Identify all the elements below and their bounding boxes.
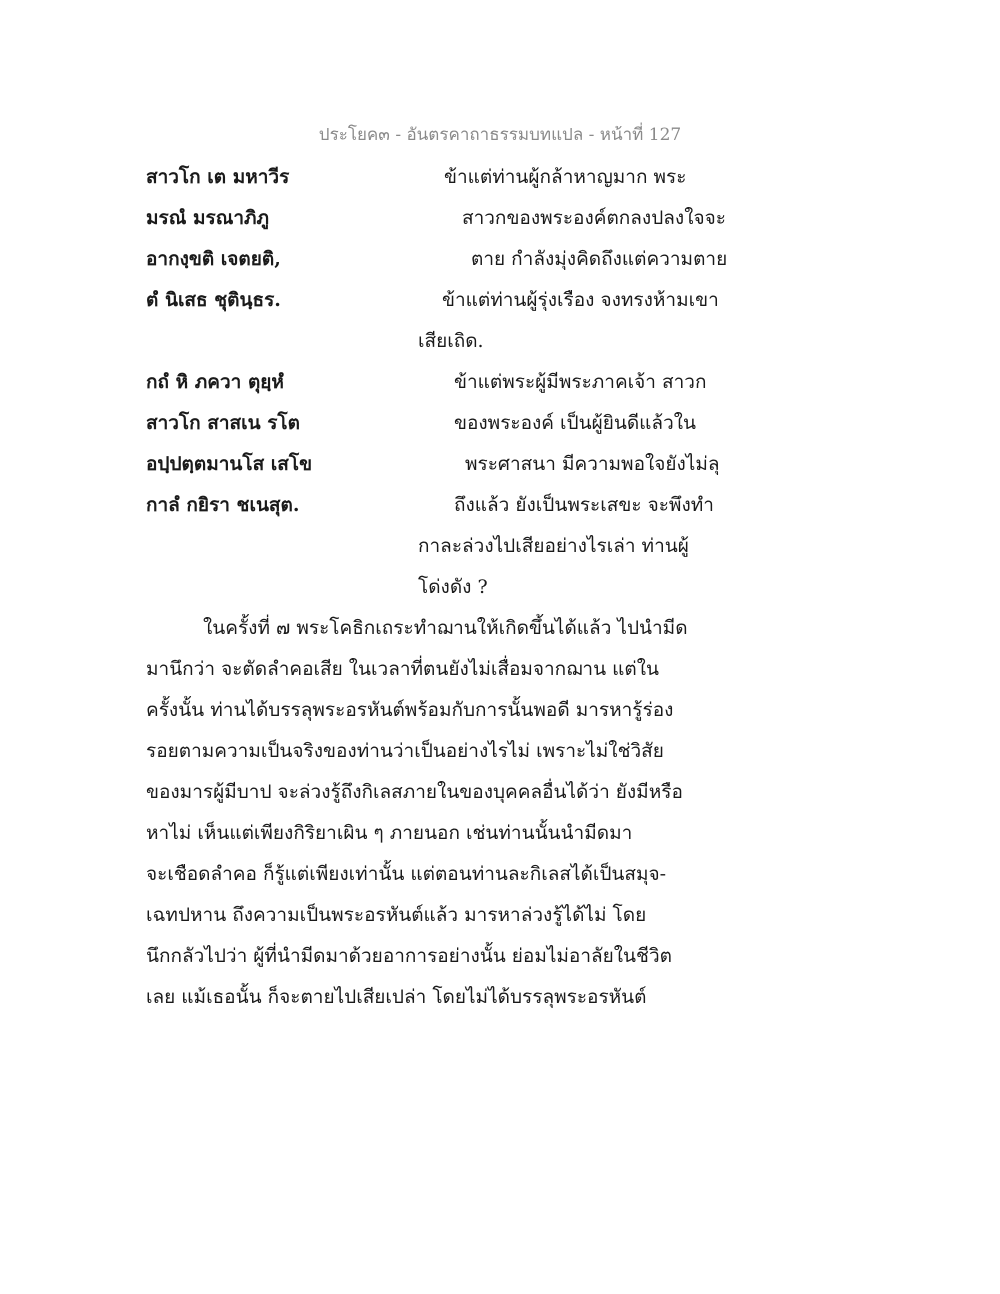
verse-1-pali-line: สาวโก เต มหาวีร: [146, 166, 290, 188]
verse-1-translation-line: ข้าแต่ท่านผู้รุ่งเรือง จงทรงห้ามเขา: [442, 289, 719, 311]
verse-2-pali-line: กาลํ กยิรา ชเนสุต.: [146, 494, 300, 516]
verse-1-pali-line: ตํ นิเสธ ชุตินฺธร.: [146, 289, 281, 311]
verse-2-translation-line: ของพระองค์ เป็นผู้ยินดีแล้วใน: [454, 412, 697, 434]
paragraph-line: ในครั้งที่ ๗ พระโคธิกเถระทำฌานให้เกิดขึ้นได้แล้ว ไปนำมีด: [203, 617, 688, 639]
verse-2-translation-line: พระศาสนา มีความพอใจยังไม่ลุ: [465, 453, 720, 475]
paragraph-line: ของมารผู้มีบาป จะล่วงรู้ถึงกิเลสภายในของบุคคลอื่นได้ว่า ยังมีหรือ: [146, 781, 683, 803]
verse-2-translation-line: ข้าแต่พระผู้มีพระภาคเจ้า สาวก: [454, 371, 707, 393]
verse-2-pali-line: สาวโก สาสเน รโต: [146, 412, 300, 434]
paragraph-line: มานึกว่า จะตัดลำคอเสีย ในเวลาที่ตนยังไม่เสื่อมจากฌาน แต่ใน: [146, 658, 659, 680]
paragraph-line: เลย แม้เธอนั้น ก็จะตายไปเสียเปล่า โดยไม่ได้บรรลุพระอรหันต์: [146, 986, 647, 1008]
verse-1-translation-line: ตาย กำลังมุ่งคิดถึงแต่ความตาย: [471, 248, 728, 270]
paragraph-line: รอยตามความเป็นจริงของท่านว่าเป็นอย่างไรไม่ เพราะไม่ใช่วิสัย: [146, 740, 664, 762]
verse-1-translation-line: สาวกของพระองค์ตกลงปลงใจจะ: [462, 207, 726, 229]
verse-1-pali-line: อากงฺขติ เจตยติ,: [146, 248, 281, 270]
paragraph-line: จะเชือดลำคอ ก็รู้แต่เพียงเท่านั้น แต่ตอนท่านละกิเลสได้เป็นสมุจ-: [146, 863, 667, 885]
verse-2-translation-line: กาละล่วงไปเสียอย่างไรเล่า ท่านผู้: [418, 535, 689, 557]
verse-2-translation-line: โด่งดัง ?: [418, 576, 488, 598]
verse-1-translation-line: ข้าแต่ท่านผู้กล้าหาญมาก พระ: [444, 166, 687, 188]
verse-2-pali-line: อปฺปตฺตมานโส เสโข: [146, 453, 313, 475]
paragraph-line: นึกกลัวไปว่า ผู้ที่นำมีดมาด้วยอาการอย่างนั้น ย่อมไม่อาลัยในชีวิต: [146, 945, 672, 967]
page-header: ประโยค๓ - อันตรคาถาธรรมบทแปล - หน้าที่ 127: [318, 125, 682, 145]
paragraph-line: ครั้งนั้น ท่านได้บรรลุพระอรหันต์พร้อมกับการนั้นพอดี มารหารู้ร่อง: [146, 699, 674, 721]
verse-2-pali-line: กถํ หิ ภควา ตุยฺหํ: [146, 371, 284, 393]
paragraph-line: เฉทปหาน ถึงความเป็นพระอรหันต์แล้ว มารหาล่วงรู้ได้ไม่ โดย: [146, 904, 647, 926]
verse-2-translation-line: ถึงแล้ว ยังเป็นพระเสขะ จะพึงทำ: [454, 494, 714, 516]
verse-1-translation-line: เสียเถิด.: [418, 330, 484, 352]
paragraph-line: หาไม่ เห็นแต่เพียงกิริยาเผิน ๆ ภายนอก เช่นท่านนั้นนำมีดมา: [146, 822, 633, 844]
verse-1-pali-line: มรณํ มรณาภิภู: [146, 207, 270, 229]
